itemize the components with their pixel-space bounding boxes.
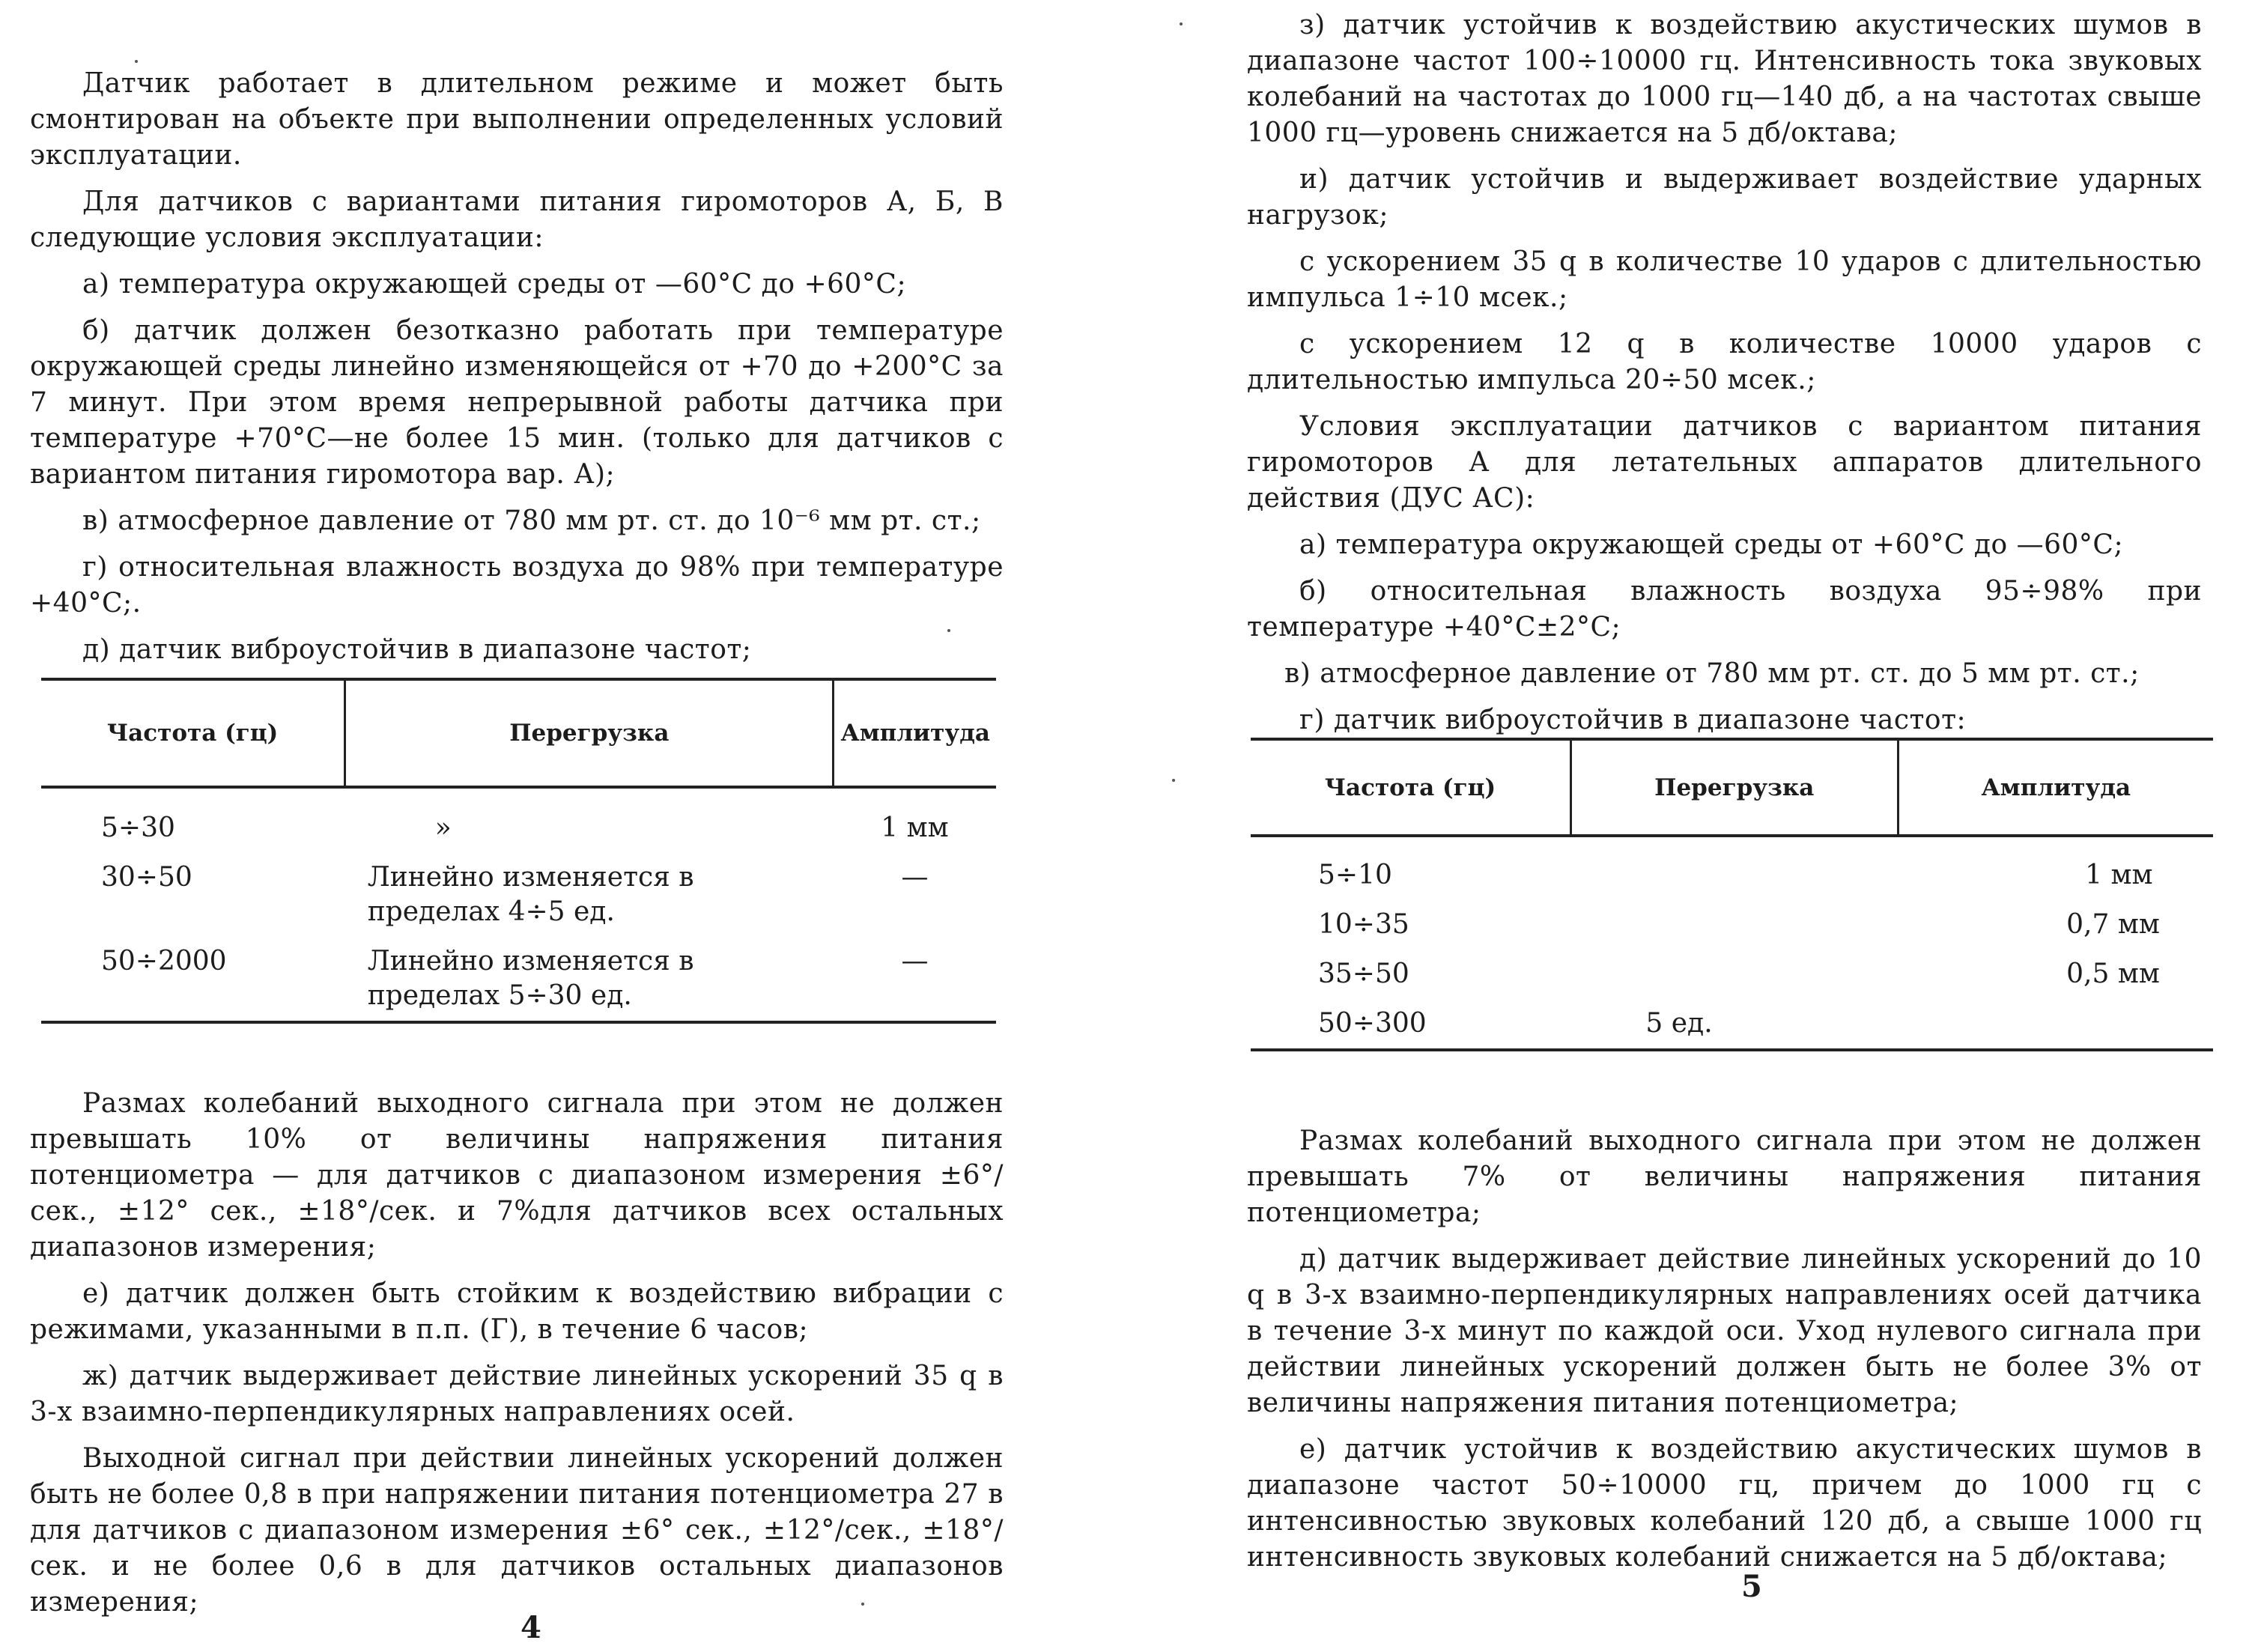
paragraph: Размах колебаний выходного сигнала при этом не должен превышать 10% от величины напряжения питания потенциометра — для датчиков с диапазоном измерения ±6°/сек., ±12° сек., ±18°/сек. и 7%для датчиков всех остальных диапазонов измерения;	[30, 1088, 1004, 1263]
paragraph: с ускорением 35 q в количестве 10 ударов с длительностью импульса 1÷10 мсек.;	[1247, 246, 2202, 313]
list-item-g: г) датчик виброустойчив в диапазоне частот:	[1299, 705, 1967, 735]
list-item-g: г) относительная влажность воздуха до 98% при температуре +40°С;.	[30, 552, 1004, 619]
list-item-i: и) датчик устойчив и выдерживает воздействие ударных нагрузок;	[1247, 164, 2202, 231]
scan-speck	[861, 1603, 864, 1606]
table-cell	[1570, 836, 1898, 900]
vibration-table-right	[1251, 738, 2213, 1051]
table-cell: —	[901, 946, 929, 977]
paragraph: Для датчиков с вариантами питания гиромоторов А, Б, В следующие условия эксплуатации:	[30, 186, 1004, 253]
list-item-b: б) относительная влажность воздуха 95÷98% при температуре +40°С±2°С;	[1247, 576, 2202, 643]
table-cell: 0,5 мм	[2066, 959, 2160, 989]
right-page-text-top	[1247, 7, 2202, 749]
list-item-z: з) датчик устойчив к воздействию акустических шумов в диапазоне частот 100÷10000 гц. Интенсивность тока звуковых колебаний на частотах до 1000 гц—140 дб, а на частотах свыше 1000 гц—уровень снижается на 5 дб/октава;	[1247, 10, 2202, 148]
table-cell: 0,7 мм	[2066, 909, 2160, 940]
table-cell	[1570, 950, 1898, 999]
paragraph: Условия эксплуатации датчиков с вариантом питания гиромоторов А для летательных аппаратов длительного действия (ДУС АС):	[1247, 411, 2202, 514]
list-item-a: а) температура окружающей среды от —60°С до +60°С;	[82, 269, 907, 300]
table-row	[1251, 999, 2213, 1050]
vibration-table-left	[41, 678, 996, 1024]
list-item-b: б) датчик должен безотказно работать при температуре окружающей среды линейно изменяющейся от +70 до +200°С за 7 минут. При этом время непрерывной работы датчика при температуре +70°С—не более 15 мин. (только для датчиков с вариантом питания гиромотора вар. А);	[30, 315, 1004, 490]
column-header: Частота (гц)	[41, 679, 345, 787]
table-cell: 10÷35	[1318, 909, 1409, 940]
table-cell: Линейно изменяется в пределах 4÷5 ед.	[367, 862, 694, 927]
table-row	[1251, 950, 2213, 999]
list-item-zh: ж) датчик выдерживает действие линейных ускорений 35 q в 3-х взаимно-перпендикулярных направлениях осей.	[30, 1361, 1004, 1427]
paragraph: Выходной сигнал при действии линейных ускорений должен быть не более 0,8 в при напряжении питания потенциометра 27 в для датчиков с диапазоном измерения ±6° сек., ±12°/сек., ±18°/сек. и не более 0,6 в для датчиков остальных диапазонов измерения;	[30, 1443, 1004, 1618]
table-cell	[1570, 900, 1898, 950]
list-item-e: е) датчик должен быть стойким к воздействию вибрации с режимами, указанными в п.п. (Г), в течение 6 часов;	[30, 1278, 1004, 1345]
list-item-v: в) атмосферное давление от 780 мм рт. ст. до 5 мм рт. ст.;	[1284, 658, 2140, 689]
list-item-e: е) датчик устойчив к воздействию акустических шумов в диапазоне частот 50÷10000 гц, причем до 1000 гц с интенсивностью звуковых колебаний 120 дб, а свыше 1000 гц интенсивность звуковых колебаний снижается на 5 дб/октава;	[1247, 1434, 2202, 1573]
list-item-d: д) датчик выдерживает действие линейных ускорений до 10 q в 3-х взаимно-перпендикулярных направлениях осей датчика в течение 3-х минут по каждой оси. Уход нулевого сигнала при действии линейных ускорений должен быть не более 3% от величины напряжения питания потенциометра;	[1247, 1244, 2202, 1418]
table-header-row	[1251, 739, 2213, 836]
left-page-text-bottom	[30, 1086, 1004, 1631]
table-cell: »	[434, 813, 452, 843]
table-cell: 50÷2000	[101, 946, 227, 977]
list-item-a: а) температура окружающей среды от +60°С до —60°С;	[1299, 529, 2124, 560]
right-page-text-bottom	[1247, 1123, 2202, 1586]
table-cell: 50÷300	[1318, 1008, 1427, 1039]
scan-speck	[135, 60, 138, 63]
table-row	[41, 853, 996, 937]
table-row	[41, 787, 996, 853]
table-row	[1251, 836, 2213, 900]
table-cell: 1 мм	[2085, 860, 2153, 890]
table-cell: —	[901, 862, 929, 893]
page-number: 5	[1741, 1569, 1762, 1604]
paragraph: с ускорением 12 q в количестве 10000 ударов с длительностью импульса 20÷50 мсек.;	[1247, 329, 2202, 395]
table-cell: 1 мм	[881, 813, 949, 843]
table-cell: 5÷30	[101, 813, 175, 843]
column-header: Амплитуда	[840, 720, 990, 747]
scan-speck	[947, 629, 950, 632]
list-item-d: д) датчик виброустойчив в диапазоне частот;	[82, 634, 752, 665]
scan-speck	[1172, 779, 1175, 782]
list-item-v: в) атмосферное давление от 780 мм рт. ст. до 10⁻⁶ мм рт. ст.;	[82, 505, 981, 536]
column-header: Частота (гц)	[1251, 739, 1570, 836]
table-cell: Линейно изменяется в пределах 5÷30 ед.	[367, 946, 694, 1011]
column-header: Перегрузка	[345, 679, 834, 787]
table-cell: 5÷10	[1318, 860, 1392, 890]
scan-speck	[1180, 22, 1183, 25]
paragraph: Датчик работает в длительном режиме и может быть смонтирован на объекте при выполнении определенных условий эксплуатации.	[30, 68, 1004, 171]
table-cell	[1898, 999, 2213, 1050]
paragraph: Размах колебаний выходного сигнала при этом не должен превышать 7% от величины напряжения питания потенциометра;	[1247, 1126, 2202, 1228]
page-number: 4	[520, 1610, 541, 1645]
left-page-text-top	[30, 66, 1004, 678]
table-cell: 30÷50	[101, 862, 192, 893]
table-row	[41, 937, 996, 1022]
column-header: Амплитуда	[1981, 774, 2131, 801]
table-row	[1251, 900, 2213, 950]
table-cell: 5 ед.	[1645, 1008, 1713, 1039]
column-header: Перегрузка	[1570, 739, 1898, 836]
table-cell: 35÷50	[1318, 959, 1409, 989]
table-header-row	[41, 679, 996, 787]
